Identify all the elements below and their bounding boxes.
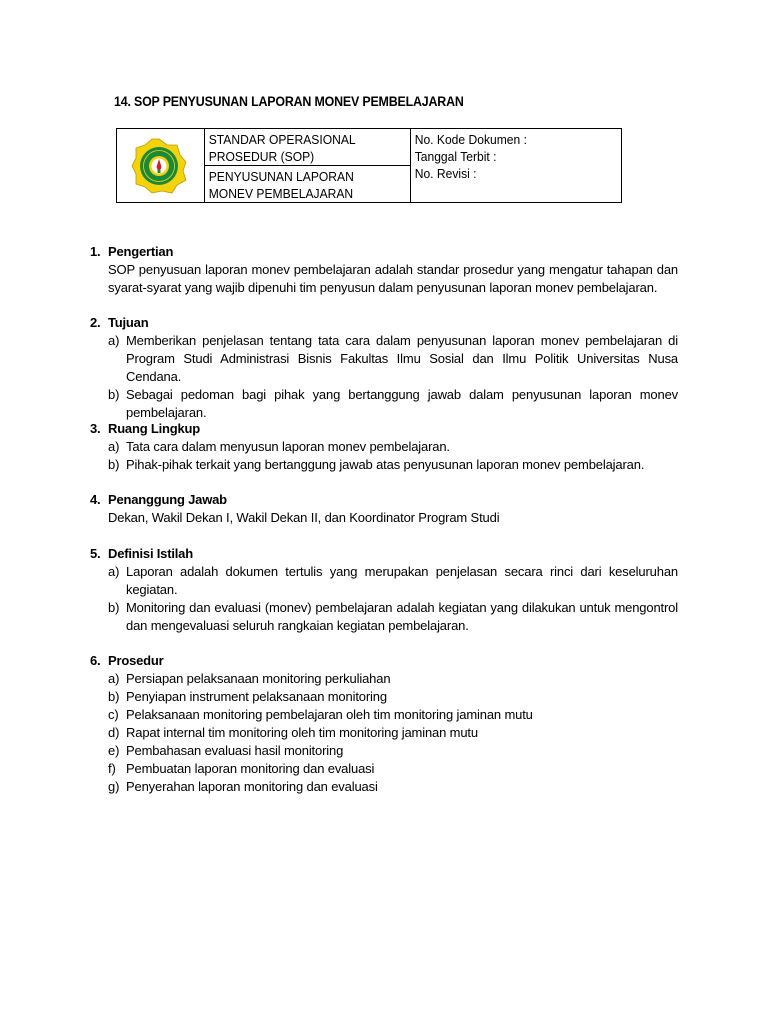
list-item: a) Tata cara dalam menyusun laporan monev pembelajaran.	[108, 439, 450, 454]
sop-label-line2: PROSEDUR (SOP)	[208, 149, 315, 164]
section-pengertian	[90, 243, 678, 297]
university-seal-icon	[130, 137, 188, 195]
logo-cell	[117, 129, 205, 203]
list-item: b) Pihak-pihak terkait yang bertanggung jawab atas penyusunan laporan monev pembelajaran.	[108, 457, 645, 472]
section-heading: 4. Penanggung Jawab	[90, 492, 227, 507]
sop-label-line1: STANDAR OPERASIONAL	[208, 132, 356, 147]
document-meta-cell	[410, 129, 621, 203]
sop-name-line1: PENYUSUNAN LAPORAN	[208, 169, 354, 184]
sop-header-table	[116, 128, 622, 203]
section-heading: 1. Pengertian	[90, 244, 174, 259]
list-item: d) Rapat internal tim monitoring oleh tim monitoring jaminan mutu	[108, 725, 478, 740]
doc-code-label: No. Kode Dokumen :	[414, 132, 527, 147]
sop-name-line2: MONEV PEMBELAJARAN	[208, 186, 354, 201]
list-item: c) Pelaksanaan monitoring pembelajaran oleh tim monitoring jaminan mutu	[108, 707, 533, 722]
list-item: a) Laporan adalah dokumen tertulis yang merupakan penjelasan secara rinci dari keseluruhan kegiatan.	[108, 564, 678, 597]
section-tujuan	[90, 314, 678, 422]
list-item: b) Monitoring dan evaluasi (monev) pembelajaran adalah kegiatan yang dilakukan untuk mengontrol dan mengevaluasi seluruh rangkaian kegiatan pembelajaran.	[108, 600, 678, 633]
list-item: a) Memberikan penjelasan tentang tata cara dalam penyusunan laporan monev pembelajaran di Program Studi Administrasi Bisnis Fakultas Ilmu Sosial dan Ilmu Politik Universitas Nusa Cendana.	[108, 333, 678, 384]
section-ruang-lingkup	[90, 420, 678, 474]
section-body: Dekan, Wakil Dekan I, Wakil Dekan II, dan Koordinator Program Studi	[108, 510, 500, 525]
sop-label-cell	[205, 129, 411, 166]
section-prosedur	[90, 652, 678, 796]
list-item: f) Pembuatan laporan monitoring dan evaluasi	[108, 761, 375, 776]
section-heading: 3. Ruang Lingkup	[90, 421, 200, 436]
sop-name-cell	[205, 166, 411, 203]
section-penanggung-jawab	[90, 491, 678, 527]
section-heading: 6. Prosedur	[90, 653, 164, 668]
list-item: g) Penyerahan laporan monitoring dan evaluasi	[108, 779, 378, 794]
list-item: b) Penyiapan instrument pelaksanaan monitoring	[108, 689, 387, 704]
section-heading: 5. Definisi Istilah	[90, 546, 193, 561]
issue-date-label: Tanggal Terbit :	[414, 149, 497, 164]
section-body: SOP penyusuan laporan monev pembelajaran adalah standar prosedur yang mengatur tahapan dan syarat-syarat yang wajib dipenuhi tim penyusun dalam penyusunan laporan monev pembelajaran.	[108, 262, 678, 295]
list-item: a) Persiapan pelaksanaan monitoring perkuliahan	[108, 671, 391, 686]
list-item: e) Pembahasan evaluasi hasil monitoring	[108, 743, 344, 758]
revision-label: No. Revisi :	[414, 166, 477, 181]
list-item: b) Sebagai pedoman bagi pihak yang bertanggung jawab dalam penyusunan laporan monev pembelajaran.	[108, 387, 678, 420]
section-definisi-istilah	[90, 545, 678, 635]
section-heading: 2. Tujuan	[90, 315, 149, 330]
page-title: 14. SOP PENYUSUNAN LAPORAN MONEV PEMBELAJARAN	[114, 94, 464, 109]
